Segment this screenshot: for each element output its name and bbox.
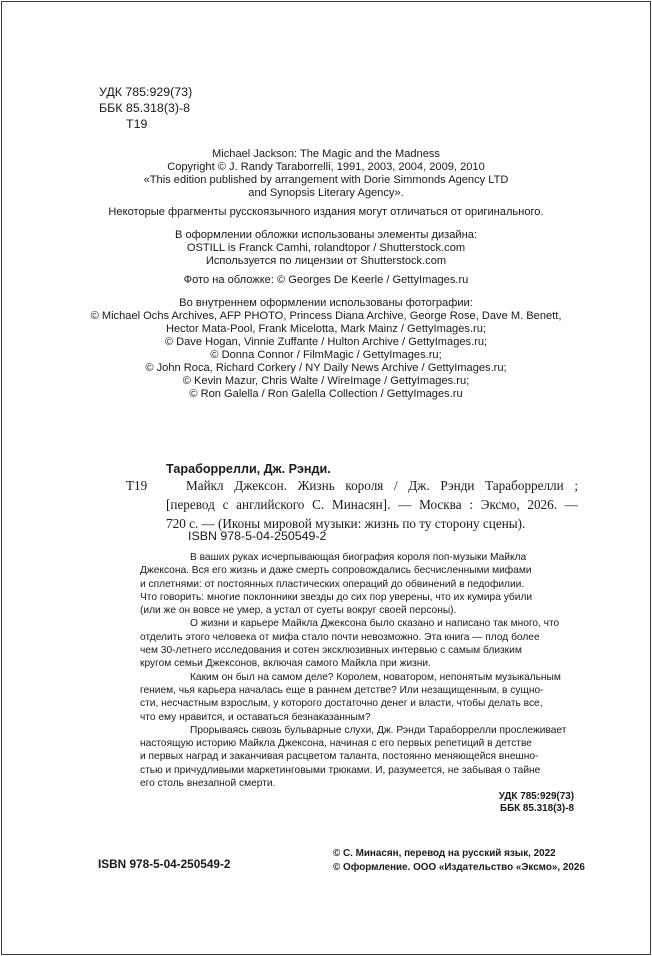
annotation-line: и первых наград и заканчивая расцветом таланта, постоянно меняющейся внешно- — [140, 751, 539, 763]
inner-photos-line: Во внутреннем оформлении использованы фотографии: — [179, 297, 473, 309]
annotation-line: его столь внезапной смерти. — [140, 778, 276, 790]
biblio-record-cont — [166, 496, 578, 533]
cover-design-line: В оформлении обложки использованы элементы дизайна: — [174, 229, 478, 241]
inner-photos-line: © John Roca, Richard Corkery / NY Daily News Archive / GettyImages.ru; — [145, 362, 507, 374]
cover-design-line: OSTILL is Franck Camhi, rolandtopor / Shutterstock.com — [186, 242, 466, 254]
copyright-line: «This edition published by arrangement with Dorie Simmonds Agency LTD — [143, 174, 509, 186]
biblio-record — [186, 477, 578, 496]
inner-photos-line: Hector Mata-Pool, Frank Micelotta, Mark Mainz / GettyImages.ru; — [166, 323, 486, 335]
inner-photos-line: © Michael Ochs Archives, AFP PHOTO, Princess Diana Archive, George Rose, Dave M. Benett, — [90, 310, 562, 322]
inner-photos-block — [2, 297, 650, 401]
cover-photo-credit — [2, 274, 650, 287]
annotation-line: настоящую историю Майкла Джексона, начиная с его первых репетиций в детстве — [140, 738, 532, 750]
cover-design-block — [2, 229, 650, 268]
copyright-line: and Synopsis Literary Agency». — [248, 187, 404, 199]
inner-photos-line: © Donna Connor / FilmMagic / GettyImages.ru; — [210, 349, 442, 361]
annotation — [140, 551, 576, 790]
annotation-line: Прорываясь сквозь бульварные слухи, Дж. Рэнди Тараборрелли прослеживает — [190, 724, 567, 736]
copyright-block — [2, 148, 650, 200]
cover-photo-text: Фото на обложке: © Georges De Keerle / GettyImages.ru — [183, 274, 469, 286]
annotation-line: сти, несчастным взрослым, у которого достаточно денег и власти, чтобы делать все, — [140, 698, 543, 710]
copyright-line: Michael Jackson: The Magic and the Madness — [212, 148, 440, 160]
edition-note — [2, 206, 650, 219]
biblio-mark: Т19 — [126, 478, 148, 493]
annotation-line: (или же он вовсе не умер, а устал от суеты вокруг своей персоны). — [140, 605, 457, 617]
design-copyright: © Оформление. ООО «Издательство «Эксмо», 2026 — [333, 862, 585, 873]
translation-copyright: © С. Минасян, перевод на русский язык, 2022 — [333, 848, 556, 859]
inner-photos-line: © Ron Galella / Ron Galella Collection / GettyImages.ru — [189, 388, 463, 400]
inner-photos-line: © Kevin Mazur, Chris Walte / WireImage / GettyImages.ru; — [182, 375, 470, 387]
annotation-line: что ему нравится, и оставаться безнаказанным? — [140, 711, 371, 723]
biblio-author: Тараборрелли, Дж. Рэнди. — [166, 462, 331, 476]
annotation-codes — [499, 791, 574, 816]
inner-photos-line: © Dave Hogan, Vinnie Zuffante / Hulton Archive / GettyImages.ru; — [164, 336, 488, 348]
edition-note-text: Некоторые фрагменты русскоязычного издания могут отличаться от оригинального. — [108, 206, 544, 218]
author-mark: Т19 — [126, 117, 148, 131]
annotation-line: В ваших руках исчерпывающая биография короля поп-музыки Майкла — [190, 552, 527, 563]
annotation-line: чем 30-летнего исследования и сотен эксклюзивных интервью с самым близким — [140, 645, 522, 657]
udk-code: УДК 785:929(73) — [99, 85, 193, 99]
annotation-line: О жизни и карьере Майкла Джексона было сказано и написано так много, что — [190, 618, 560, 630]
annotation-line: стью и причудливыми маркетинговыми трюками. И, разумеется, не забывая о тайне — [140, 764, 541, 776]
annotation-line: кругом семьи Джексонов, включая самого Майкла при жизни. — [140, 658, 431, 670]
bbk-code: ББК 85.318(3)-8 — [99, 101, 190, 115]
annotation-bbk: ББК 85.318(3)-8 — [499, 803, 574, 815]
footer-isbn: ISBN 978-5-04-250549-2 — [98, 857, 231, 871]
imprint-page — [1, 1, 651, 955]
biblio-isbn: ISBN 978-5-04-250549-2 — [188, 529, 327, 543]
annotation-line: Что говорить: многие поклонники звезды до сих пор уверены, что их кумира убили — [140, 591, 533, 603]
biblio-line: [перевод с английского С. Минасян]. — Москва : Эксмо, 2026. — — [166, 497, 578, 512]
biblio-line: Майкл Джексон. Жизнь короля / Дж. Рэнди Тараборрелли ; — [186, 478, 578, 493]
annotation-line: отделить этого человека от мифа стало почти невозможно. Эта книга — плод более — [140, 631, 540, 643]
copyright-line: Copyright © J. Randy Taraborrelli, 1991, 2003, 2004, 2009, 2010 — [167, 161, 485, 173]
annotation-udk: УДК 785:929(73) — [498, 791, 574, 802]
annotation-line: и сплетнями: от постоянных пластических операций до обвинений в педофилии. — [140, 578, 525, 590]
annotation-line: Джексона. Вся его жизнь и даже смерть сопровождались бесчисленными мифами — [140, 565, 532, 577]
annotation-line: Каким он был на самом деле? Королем, новатором, непонятым музыкальным — [190, 671, 561, 683]
biblio-line: 720 с. — (Иконы мировой музыки: жизнь по ту сторону сцены). — [166, 515, 526, 531]
annotation-line: гением, чья карьера началась еще в раннем детстве? Или незащищенным, в сущно- — [140, 684, 544, 696]
cover-design-line: Используется по лицензии от Shutterstock.com — [205, 255, 447, 267]
